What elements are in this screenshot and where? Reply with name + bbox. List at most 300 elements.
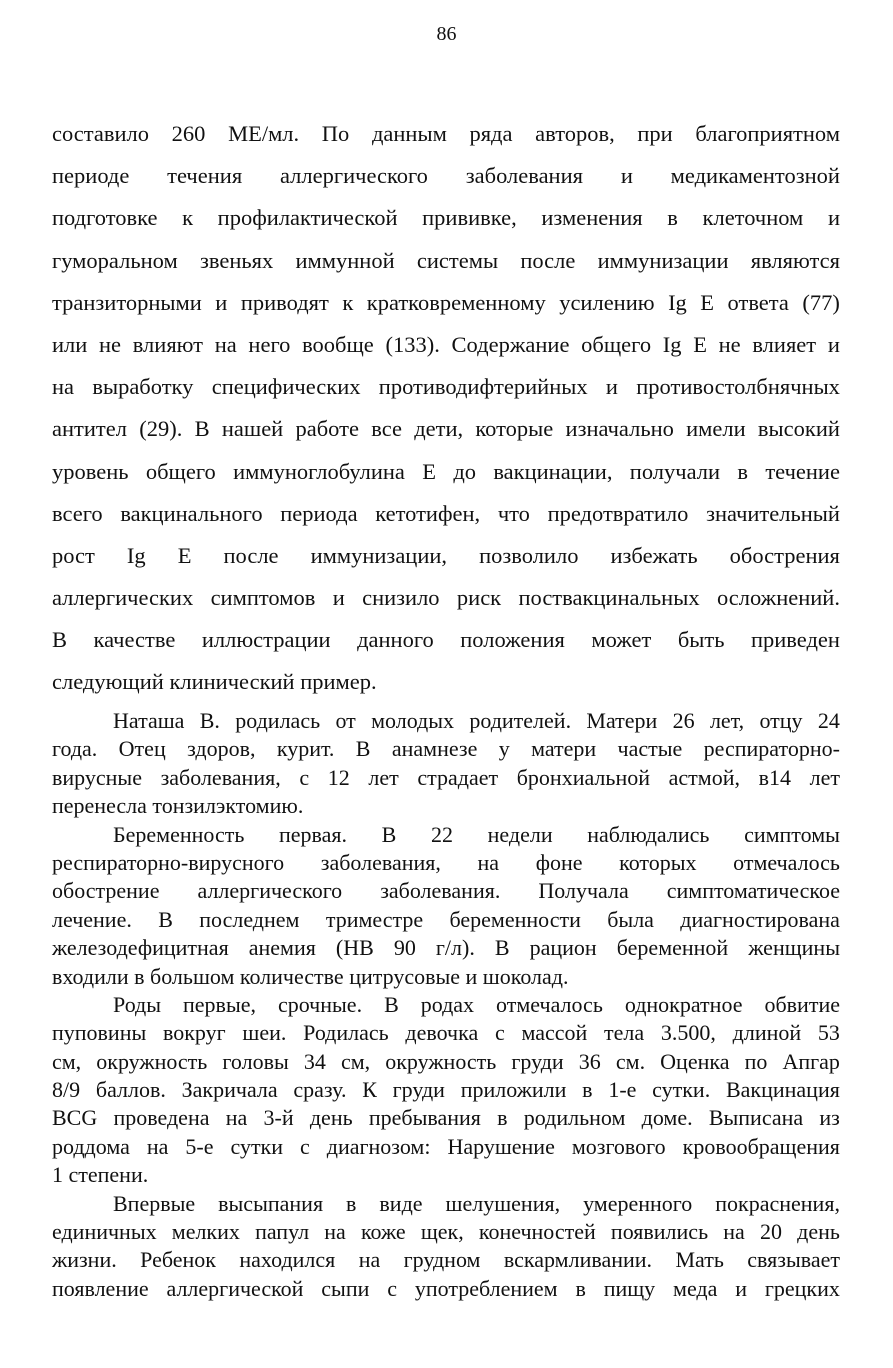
word: значительный	[706, 500, 840, 526]
word: вирусные	[52, 764, 142, 790]
word: изначально	[565, 416, 674, 442]
word: Получала	[538, 878, 629, 904]
text-line	[52, 906, 840, 934]
word: щек,	[420, 1219, 464, 1245]
word: на	[723, 1219, 745, 1245]
word: Вакцинация	[725, 1077, 840, 1103]
word: пуповины	[52, 1020, 147, 1046]
word: до	[453, 458, 477, 484]
word: см,	[340, 1048, 371, 1074]
word: сутки	[230, 1133, 284, 1159]
word: него	[248, 331, 291, 357]
word: Закричала	[181, 1077, 278, 1103]
word: и	[620, 163, 633, 189]
word: 90	[393, 935, 416, 961]
word: иммуноглобулина	[233, 458, 405, 484]
word: на	[477, 849, 500, 875]
word: (77)	[802, 289, 840, 315]
word: астмой,	[668, 764, 740, 790]
word: 5-е	[185, 1133, 214, 1159]
word: к	[342, 289, 354, 315]
word: Апгар	[782, 1048, 840, 1074]
word: В	[52, 627, 68, 653]
word: поствакцинальных	[518, 585, 700, 611]
text-line	[52, 1076, 840, 1104]
word: системы	[416, 247, 499, 273]
word: влияют	[132, 331, 204, 357]
word: фоне	[535, 849, 583, 875]
word: лет	[368, 764, 399, 790]
word: всего	[52, 500, 103, 526]
text-block-discussion	[52, 113, 840, 704]
word: благоприятном	[695, 121, 840, 146]
word: отмечалось	[496, 991, 603, 1017]
word: К	[362, 1077, 377, 1103]
word: E	[693, 331, 707, 357]
text-line	[52, 821, 840, 849]
word: отцу	[759, 708, 803, 733]
word: течения	[167, 163, 243, 189]
word: груди	[511, 1048, 564, 1074]
word: звеньях	[199, 247, 274, 273]
word: рацион	[529, 935, 597, 961]
word: вокруг	[163, 1020, 226, 1046]
word: у	[498, 736, 510, 762]
word: работе	[295, 416, 359, 442]
word: отмечалось	[733, 849, 840, 875]
word: срочные.	[277, 991, 363, 1017]
word: Нарушение	[447, 1133, 555, 1159]
word: может	[591, 627, 652, 653]
text-line	[52, 1190, 840, 1218]
word: позволило	[479, 542, 579, 568]
word: девочка	[405, 1020, 479, 1046]
word: груди	[392, 1077, 445, 1103]
word: Наташа	[113, 708, 185, 733]
word: обострение	[52, 878, 160, 904]
word: выработку	[92, 374, 194, 400]
word: аллергического	[197, 878, 343, 904]
word: сразу.	[293, 1077, 347, 1103]
word: снизило	[362, 585, 440, 611]
word: или	[52, 331, 88, 357]
word: связывает	[747, 1247, 840, 1273]
word: заболевания,	[320, 849, 441, 875]
text-line: перенесла тонзилэктомию.	[52, 793, 304, 819]
word: лет,	[709, 708, 745, 733]
text-line	[52, 366, 840, 408]
word: По	[321, 121, 350, 146]
word: Ig	[668, 289, 687, 315]
word: которые	[475, 416, 554, 442]
word: диагнозом:	[326, 1133, 431, 1159]
word: что	[497, 500, 530, 526]
word: появились	[610, 1219, 709, 1245]
word: недели	[487, 821, 553, 847]
text-line	[52, 1133, 840, 1161]
word: которых	[619, 849, 697, 875]
word: общего	[581, 331, 652, 357]
text-line	[52, 1275, 840, 1303]
word: рост	[52, 542, 95, 568]
text-line	[52, 1218, 840, 1246]
word: родителей.	[469, 708, 572, 733]
word: Ig	[126, 542, 146, 568]
text-line	[52, 764, 840, 792]
word: на	[358, 1247, 381, 1273]
word: 3.500,	[660, 1020, 716, 1046]
word: подготовке	[52, 205, 158, 231]
word: заболевания.	[380, 878, 501, 904]
word: мозгового	[571, 1133, 666, 1159]
word: с	[299, 764, 310, 790]
word: В	[494, 935, 510, 961]
word: сутки.	[652, 1077, 711, 1103]
word: быть	[677, 627, 725, 653]
word: родильном	[523, 1105, 626, 1131]
text-line	[52, 1019, 840, 1047]
word: беременной	[616, 935, 729, 961]
word: 8/9	[52, 1077, 81, 1103]
word: иллюстрации	[201, 627, 331, 653]
word: года.	[52, 736, 98, 762]
text-line: следующий клинический пример.	[52, 669, 377, 695]
word: женщины	[748, 935, 840, 961]
word: 20	[759, 1219, 782, 1245]
word: на	[214, 331, 237, 357]
word: респираторно-вирусного	[52, 849, 285, 875]
word: вакцинации,	[493, 458, 613, 484]
word: не	[99, 331, 122, 357]
word: МЕ/мл.	[228, 121, 300, 146]
text-line	[52, 577, 840, 619]
word: иммунной	[295, 247, 395, 273]
word: приложили	[460, 1077, 567, 1103]
text-line	[52, 113, 840, 155]
word: баллов.	[95, 1077, 166, 1103]
word: В	[384, 991, 399, 1017]
word: длиной	[732, 1020, 802, 1046]
word: клеточном	[702, 205, 804, 231]
word: 12	[327, 764, 350, 790]
word: 36	[578, 1048, 601, 1074]
word: аллергического	[279, 163, 428, 189]
word: противодифтерийных	[378, 374, 588, 400]
word: Выписана	[708, 1105, 804, 1131]
text-line	[52, 240, 840, 282]
word: кетотифен,	[375, 500, 481, 526]
word: вскармливании.	[503, 1247, 653, 1273]
word: страдает	[417, 764, 499, 790]
word: дети,	[414, 416, 464, 442]
word: железодефицитная	[52, 935, 229, 961]
word: специфических	[211, 374, 361, 400]
word: молодых	[371, 708, 455, 733]
word: Родилась	[303, 1020, 389, 1046]
word: течение	[765, 458, 840, 484]
word: положения	[460, 627, 565, 653]
word: E	[177, 542, 192, 568]
word: данным	[371, 121, 447, 146]
word: беременности	[449, 906, 581, 932]
word: 1-е	[608, 1077, 637, 1103]
word: жизни.	[52, 1247, 117, 1273]
word: осложнений.	[716, 585, 840, 611]
word: симптоматическое	[666, 878, 840, 904]
word: на	[52, 374, 75, 400]
word: являются	[750, 247, 840, 273]
word: на	[146, 1133, 169, 1159]
word: по	[744, 1048, 768, 1074]
text-line	[52, 849, 840, 877]
text-line	[52, 155, 840, 197]
word: виде	[379, 1190, 423, 1216]
word: тела	[604, 1020, 645, 1046]
word: кратковременному	[366, 289, 546, 315]
word: E	[700, 289, 715, 315]
word: Отец	[118, 736, 166, 762]
word: коже	[360, 1219, 406, 1245]
word: была	[607, 906, 654, 932]
word: общего	[145, 458, 216, 484]
word: высыпания	[218, 1190, 324, 1216]
word: мелких	[171, 1219, 240, 1245]
word: заболевания	[465, 163, 583, 189]
word: в	[575, 1275, 586, 1301]
word: после	[223, 542, 279, 568]
word: BCG	[52, 1105, 98, 1131]
word: имели	[686, 416, 746, 442]
text-line	[52, 619, 840, 661]
word: употреблением	[414, 1275, 558, 1301]
text-line	[52, 1104, 840, 1132]
word: анамнезе	[391, 736, 478, 762]
word: с	[494, 1020, 505, 1046]
word: конечностей	[478, 1219, 596, 1245]
word: курит.	[276, 736, 335, 762]
text-line	[52, 1048, 840, 1076]
word: респираторно-	[703, 736, 840, 762]
word: папул	[255, 1219, 310, 1245]
word: первая.	[279, 821, 348, 847]
word: покраснения,	[715, 1190, 840, 1216]
word: приводят	[240, 289, 329, 315]
word: см,	[52, 1048, 82, 1074]
text-line: входили в большом количестве цитрусовые и шоколад.	[52, 963, 569, 989]
word: аллергической	[166, 1275, 304, 1301]
word: г/л).	[435, 935, 475, 961]
word: и	[605, 374, 618, 400]
word: качестве	[93, 627, 176, 653]
word: частые	[617, 736, 683, 762]
word: единичных	[52, 1219, 157, 1245]
word: 24	[817, 708, 840, 733]
word: 26	[672, 708, 695, 733]
word: 53	[817, 1020, 840, 1046]
word: лечение.	[52, 906, 132, 932]
word: не	[718, 331, 741, 357]
word: симптомы	[744, 821, 840, 847]
word: Содержание	[451, 331, 570, 357]
word: и	[735, 1275, 748, 1301]
word: вакцинального	[120, 500, 263, 526]
text-line	[52, 493, 840, 535]
word: Роды	[113, 991, 162, 1017]
word: заболевания,	[160, 764, 281, 790]
word: с	[387, 1275, 397, 1301]
word: получали	[629, 458, 721, 484]
word: транзиторными	[52, 289, 202, 315]
word: 3-й	[263, 1105, 294, 1131]
word: и	[827, 205, 840, 231]
word: от	[335, 708, 356, 733]
word: день	[309, 1105, 353, 1131]
word: прививке,	[422, 205, 517, 231]
word: родилась	[235, 708, 321, 733]
word: день	[797, 1219, 840, 1245]
word: (133).	[385, 331, 440, 357]
word: см.	[615, 1048, 646, 1074]
text-line	[52, 535, 840, 577]
word: к	[182, 205, 194, 231]
word: В.	[199, 708, 220, 733]
word: грецких	[764, 1275, 840, 1301]
word: первые,	[183, 991, 256, 1017]
word: в	[497, 1105, 508, 1131]
word: все	[371, 416, 402, 442]
word: симптомов	[210, 585, 316, 611]
word: роддома	[52, 1133, 130, 1159]
word: В	[355, 736, 371, 762]
word: окружность	[96, 1048, 208, 1074]
text-line	[52, 197, 840, 239]
word: головы	[222, 1048, 289, 1074]
text-line	[52, 282, 840, 324]
word: здоров,	[187, 736, 256, 762]
word: обвитие	[764, 991, 840, 1017]
word: сыпи	[321, 1275, 370, 1301]
word: предотвратило	[547, 500, 689, 526]
word: появление	[52, 1275, 149, 1301]
word: ответа	[727, 289, 789, 315]
word: массой	[521, 1020, 588, 1046]
word: шелушения,	[445, 1190, 561, 1216]
text-line	[52, 934, 840, 962]
text-line: 1 степени.	[52, 1162, 149, 1188]
word: Ig	[662, 331, 682, 357]
word: составило	[52, 121, 150, 146]
word: Впервые	[113, 1190, 196, 1216]
word: обострения	[729, 542, 840, 568]
text-line	[52, 1246, 840, 1274]
text-line	[52, 451, 840, 493]
word: однократное	[624, 991, 743, 1017]
text-line	[52, 735, 840, 763]
word: Беременность	[113, 821, 245, 847]
word: в	[582, 1077, 593, 1103]
word: гуморальном	[52, 247, 178, 273]
word: в	[346, 1190, 357, 1216]
word: пищу	[603, 1275, 656, 1301]
word: анемия	[248, 935, 316, 961]
word: 22	[431, 821, 453, 847]
word: приведен	[750, 627, 840, 653]
word: на	[324, 1219, 346, 1245]
text-line	[52, 408, 840, 450]
word: противостолбнячных	[636, 374, 840, 400]
word: грудном	[403, 1247, 481, 1273]
word: усилению	[559, 289, 655, 315]
word: в	[737, 458, 748, 484]
word: Матери	[586, 708, 658, 733]
word: на	[225, 1105, 248, 1131]
word: с	[300, 1133, 310, 1159]
text-line	[52, 324, 840, 366]
word: В	[194, 416, 210, 442]
word: аллергических	[52, 585, 194, 611]
word: (НВ	[335, 935, 374, 961]
word: нашей	[221, 416, 284, 442]
word: медикаментозной	[670, 163, 840, 189]
word: и	[215, 289, 228, 315]
text-line	[52, 877, 840, 905]
word: высокий	[757, 416, 840, 442]
word: доме.	[641, 1105, 693, 1131]
word: проведена	[113, 1105, 210, 1131]
word: иммунизации	[597, 247, 729, 273]
text-line	[52, 707, 840, 735]
word: данного	[357, 627, 434, 653]
word: и	[332, 585, 345, 611]
word: ряда	[469, 121, 513, 146]
word: умеренного	[583, 1190, 693, 1216]
word: изменения	[541, 205, 643, 231]
word: профилактической	[217, 205, 398, 231]
word: наблюдались	[587, 821, 710, 847]
word: риск	[456, 585, 502, 611]
word: бронхиальной	[516, 764, 650, 790]
word: шеи.	[242, 1020, 287, 1046]
word: антител	[52, 416, 127, 442]
word: в	[667, 205, 678, 231]
word: в14	[758, 764, 791, 790]
word: после	[520, 247, 576, 273]
word: из	[819, 1105, 840, 1131]
word: диагностирована	[680, 906, 840, 932]
word: Ребенок	[140, 1247, 216, 1273]
word: влияет	[752, 331, 817, 357]
word: 34	[303, 1048, 326, 1074]
word: родах	[420, 991, 475, 1017]
word: В	[381, 821, 397, 847]
word: находился	[239, 1247, 336, 1273]
word: избежать	[610, 542, 698, 568]
word: матери	[531, 736, 597, 762]
word: иммунизации,	[310, 542, 448, 568]
word: 260	[171, 121, 206, 146]
text-line	[52, 991, 840, 1019]
text-block-clinical-case	[52, 707, 840, 1303]
word: пребывания	[368, 1105, 481, 1131]
word: Мать	[675, 1247, 724, 1273]
word: окружность	[385, 1048, 497, 1074]
word: меда	[673, 1275, 718, 1301]
word: при	[637, 121, 673, 146]
word: и	[827, 331, 840, 357]
word: последнем	[199, 906, 300, 932]
word: уровень	[52, 458, 129, 484]
word: лет	[809, 764, 840, 790]
